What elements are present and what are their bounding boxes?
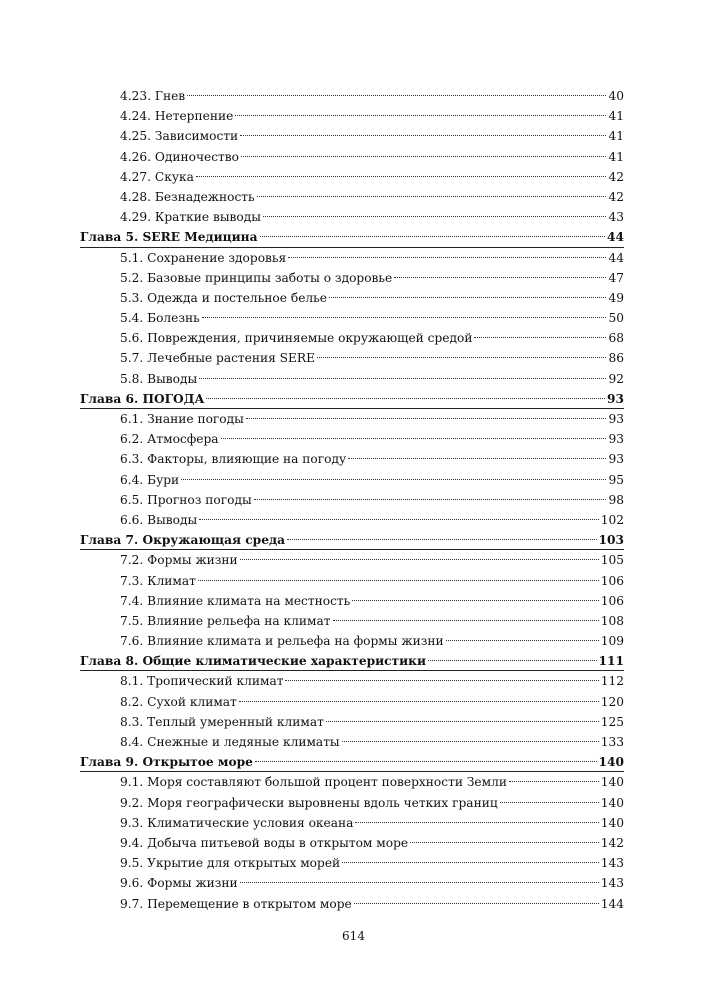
toc-entry-page: 142 (600, 835, 624, 850)
toc-section-entry (80, 86, 624, 106)
toc-section-entry (80, 187, 624, 207)
toc-entry-title: 5.7. Лечебные растения SERE (120, 351, 316, 366)
toc-section-entry (80, 732, 624, 752)
toc-entry-title: 4.25. Зависимости (120, 129, 239, 144)
toc-entry-title: Глава 5. SERE Медицина (80, 230, 258, 245)
toc-section-entry (80, 369, 624, 389)
toc-section-entry (80, 894, 624, 914)
toc-entry-page: 95 (608, 472, 624, 487)
toc-entry-title: 5.6. Повреждения, причиняемые окружающей средой (120, 331, 473, 346)
toc-section-entry (80, 126, 624, 146)
toc-entry-page: 92 (608, 371, 624, 386)
toc-section-entry (80, 308, 624, 328)
toc-chapter-entry (80, 651, 624, 671)
toc-entry-title: 6.5. Прогноз погоды (120, 492, 252, 507)
toc-entry-page: 93 (608, 432, 624, 447)
toc-section-entry (80, 571, 624, 591)
toc-entry-title: 6.1. Знание погоды (120, 412, 244, 426)
table-of-contents (80, 86, 624, 914)
dot-leader (221, 438, 607, 439)
toc-entry-title: 4.27. Скука (120, 169, 194, 184)
dot-leader (342, 741, 599, 742)
dot-leader (206, 398, 605, 399)
dot-leader (235, 115, 606, 116)
toc-section-entry (80, 490, 624, 510)
dot-leader (509, 781, 599, 782)
toc-entry-title: 7.2. Формы жизни (120, 553, 238, 568)
dot-leader (240, 559, 599, 560)
toc-entry-page: 143 (600, 876, 624, 891)
toc-entry-title: 9.7. Перемещение в открытом море (120, 896, 352, 911)
toc-entry-page: 112 (600, 674, 624, 689)
toc-entry-page: 43 (608, 210, 624, 225)
dot-leader (288, 257, 606, 258)
toc-entry-title: 6.4. Бури (120, 472, 180, 487)
dot-leader (446, 640, 599, 641)
dot-leader (287, 539, 597, 540)
toc-entry-page: 93 (608, 452, 624, 467)
dot-leader (255, 761, 597, 762)
toc-section-entry (80, 712, 624, 732)
dot-leader (474, 337, 606, 338)
toc-chapter-entry (80, 389, 624, 409)
dot-leader (348, 458, 606, 459)
dot-leader (240, 135, 606, 136)
dot-leader (329, 297, 606, 298)
dot-leader (246, 418, 607, 419)
dot-leader (394, 277, 606, 278)
dot-leader (260, 236, 606, 237)
dot-leader (196, 176, 607, 177)
toc-entry-title: 5.4. Болезнь (120, 311, 200, 326)
toc-entry-title: 7.3. Климат (120, 573, 196, 588)
toc-section-entry (80, 550, 624, 570)
toc-entry-page: 108 (600, 613, 624, 628)
dot-leader (317, 357, 606, 358)
toc-section-entry (80, 348, 624, 368)
toc-entry-title: 9.1. Моря составляют большой процент поверхности Земли (120, 775, 507, 790)
toc-entry-page: 106 (600, 573, 624, 588)
dot-leader (352, 600, 598, 601)
toc-entry-page: 105 (600, 553, 624, 568)
toc-section-entry (80, 692, 624, 712)
toc-entry-page: 140 (600, 775, 624, 790)
toc-entry-page: 93 (607, 391, 624, 406)
dot-leader (342, 862, 599, 863)
toc-entry-page: 86 (608, 351, 624, 366)
toc-entry-title: 4.23. Гнев (120, 89, 186, 103)
dot-leader (181, 479, 606, 480)
toc-entry-title: 4.28. Безнадежность (120, 189, 255, 204)
dot-leader (199, 378, 606, 379)
dot-leader (240, 882, 599, 883)
toc-section-entry (80, 873, 624, 893)
toc-entry-page: 47 (608, 270, 624, 285)
toc-entry-title: 9.6. Формы жизни (120, 876, 238, 891)
toc-entry-title: 4.26. Одиночество (120, 149, 240, 164)
toc-section-entry (80, 106, 624, 126)
toc-entry-page: 106 (600, 593, 624, 608)
toc-entry-page: 44 (608, 250, 624, 265)
dot-leader (187, 95, 606, 96)
toc-entry-title: Глава 7. Окружающая среда (80, 533, 285, 548)
toc-entry-title: Глава 8. Общие климатические характеристики (80, 654, 426, 669)
toc-section-entry (80, 631, 624, 651)
toc-entry-page: 144 (600, 896, 624, 911)
toc-chapter-entry (80, 530, 624, 550)
toc-entry-title: Глава 6. ПОГОДА (80, 391, 205, 406)
toc-entry-title: 7.6. Влияние климата и рельефа на формы жизни (120, 634, 444, 649)
dot-leader (241, 156, 606, 157)
dot-leader (239, 701, 599, 702)
dot-leader (257, 196, 607, 197)
toc-entry-page: 143 (600, 856, 624, 871)
dot-leader (202, 317, 607, 318)
toc-section-entry (80, 248, 624, 268)
dot-leader (326, 721, 599, 722)
toc-section-entry (80, 167, 624, 187)
toc-entry-title: 9.4. Добыча питьевой воды в открытом море (120, 835, 409, 850)
toc-section-entry (80, 207, 624, 227)
toc-entry-page: 98 (608, 492, 624, 507)
toc-entry-page: 102 (600, 512, 624, 527)
toc-section-entry (80, 671, 624, 691)
toc-entry-page: 93 (608, 412, 624, 426)
toc-section-entry (80, 772, 624, 792)
dot-leader (354, 903, 599, 904)
toc-entry-title: 6.6. Выводы (120, 512, 198, 527)
toc-entry-title: 6.2. Атмосфера (120, 432, 219, 447)
toc-entry-title: 8.4. Снежные и ледяные климаты (120, 735, 340, 749)
toc-entry-page: 109 (600, 634, 624, 649)
toc-entry-title: 8.3. Теплый умеренный климат (120, 714, 324, 729)
page-number: 614 (342, 929, 365, 943)
dot-leader (500, 802, 599, 803)
toc-entry-page: 140 (598, 755, 624, 770)
toc-section-entry (80, 429, 624, 449)
dot-leader (254, 499, 607, 500)
dot-leader (263, 216, 607, 217)
toc-section-entry (80, 611, 624, 631)
toc-section-entry (80, 147, 624, 167)
dot-leader (198, 580, 599, 581)
toc-entry-page: 41 (608, 149, 624, 164)
toc-entry-title: 6.3. Факторы, влияющие на погоду (120, 452, 347, 467)
toc-section-entry (80, 591, 624, 611)
toc-section-entry (80, 268, 624, 288)
toc-entry-page: 44 (607, 230, 624, 245)
toc-entry-page: 103 (598, 533, 624, 548)
toc-section-entry (80, 813, 624, 833)
toc-section-entry (80, 449, 624, 469)
dot-leader (355, 822, 598, 823)
toc-entry-title: 5.1. Сохранение здоровья (120, 250, 287, 265)
dot-leader (285, 680, 598, 681)
toc-entry-page: 140 (600, 795, 624, 810)
toc-section-entry (80, 288, 624, 308)
toc-entry-page: 125 (600, 714, 624, 729)
toc-entry-page: 120 (600, 694, 624, 709)
toc-section-entry (80, 793, 624, 813)
toc-section-entry (80, 328, 624, 348)
toc-entry-title: 8.1. Тропический климат (120, 674, 284, 689)
toc-entry-page: 49 (608, 290, 624, 305)
toc-entry-title: 9.5. Укрытие для открытых морей (120, 856, 341, 871)
toc-entry-page: 68 (608, 331, 624, 346)
toc-entry-page: 140 (600, 815, 624, 830)
toc-entry-page: 42 (608, 189, 624, 204)
toc-entry-title: 9.3. Климатические условия океана (120, 815, 354, 830)
toc-entry-title: 9.2. Моря географически выровнены вдоль четких границ (120, 795, 498, 810)
toc-entry-page: 41 (608, 129, 624, 144)
toc-section-entry (80, 470, 624, 490)
toc-entry-title: 7.5. Влияние рельефа на климат (120, 613, 331, 628)
toc-entry-title: 5.3. Одежда и постельное белье (120, 290, 327, 305)
toc-entry-page: 50 (608, 311, 624, 326)
toc-entry-page: 111 (598, 654, 624, 669)
toc-chapter-entry (80, 752, 624, 772)
dot-leader (199, 519, 599, 520)
dot-leader (410, 842, 599, 843)
toc-entry-title: Глава 9. Открытое море (80, 755, 253, 770)
toc-entry-page: 133 (600, 735, 624, 749)
toc-entry-title: 5.2. Базовые принципы заботы о здоровье (120, 270, 393, 285)
toc-section-entry (80, 853, 624, 873)
toc-entry-title: 4.29. Краткие выводы (120, 210, 261, 225)
toc-entry-title: 7.4. Влияние климата на местность (120, 593, 351, 608)
dot-leader (333, 620, 599, 621)
toc-entry-page: 42 (608, 169, 624, 184)
toc-chapter-entry (80, 227, 624, 247)
toc-section-entry (80, 833, 624, 853)
toc-entry-page: 40 (608, 89, 624, 103)
toc-section-entry (80, 510, 624, 530)
toc-entry-title: 8.2. Сухой климат (120, 694, 237, 709)
toc-entry-title: 4.24. Нетерпение (120, 109, 234, 124)
toc-entry-title: 5.8. Выводы (120, 371, 198, 386)
dot-leader (428, 660, 597, 661)
toc-section-entry (80, 409, 624, 429)
toc-entry-page: 41 (608, 109, 624, 124)
